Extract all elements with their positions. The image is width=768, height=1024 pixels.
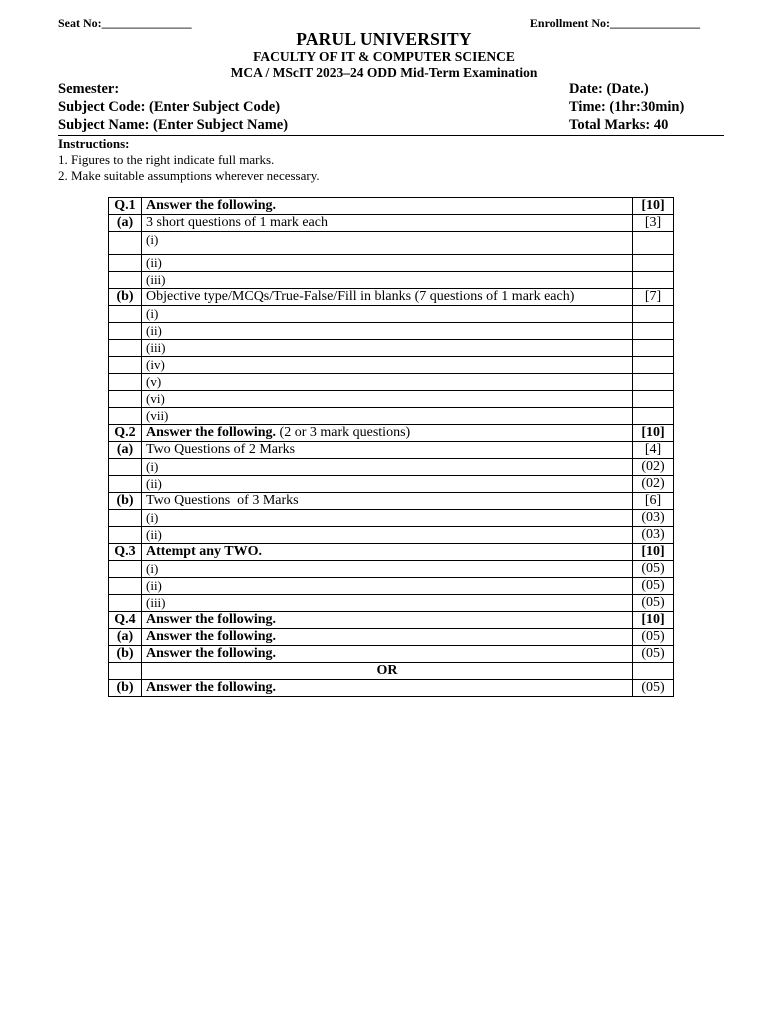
empty-cell (633, 272, 674, 289)
empty-cell (109, 232, 142, 255)
empty-cell (633, 663, 674, 680)
empty-cell (109, 663, 142, 680)
empty-cell (109, 595, 142, 612)
subquestion-marks: (05) (633, 629, 674, 646)
subquestion-marks: (05) (633, 646, 674, 663)
table-row (109, 232, 674, 255)
table-row (109, 612, 674, 629)
table-row (109, 357, 674, 374)
table-row (109, 442, 674, 459)
item-marks: (03) (633, 510, 674, 527)
item-marks: (03) (633, 527, 674, 544)
time-label: Time: (1hr:30min) (569, 99, 685, 115)
instruction-item: 1. Figures to the right indicate full marks. (58, 152, 275, 167)
empty-cell (633, 323, 674, 340)
item-label: (ii) (142, 527, 633, 544)
subquestion-number: (a) (109, 629, 142, 646)
item-label: (i) (142, 561, 633, 578)
item-label: (ii) (142, 578, 633, 595)
empty-cell (633, 306, 674, 323)
table-row (109, 374, 674, 391)
item-label: (iv) (142, 357, 633, 374)
subject-name-label: Subject Name: (Enter Subject Name) (58, 117, 289, 133)
subquestion-text: Answer the following. (142, 646, 633, 663)
empty-cell (633, 340, 674, 357)
table-row (109, 272, 674, 289)
empty-cell (109, 476, 142, 493)
item-label: (i) (142, 510, 633, 527)
question-marks: [10] (633, 198, 674, 215)
table-row (109, 323, 674, 340)
empty-cell (633, 408, 674, 425)
subquestion-marks: [6] (633, 493, 674, 510)
empty-cell (633, 255, 674, 272)
question-number: Q.1 (109, 198, 142, 215)
empty-cell (109, 357, 142, 374)
item-marks: (02) (633, 476, 674, 493)
table-row (109, 544, 674, 561)
question-title (142, 425, 633, 442)
subquestion-number: (a) (109, 442, 142, 459)
faculty-title: FACULTY OF IT & COMPUTER SCIENCE (253, 49, 515, 64)
table-row (109, 198, 674, 215)
item-label: (ii) (142, 323, 633, 340)
semester-label: Semester: (58, 81, 120, 97)
table-row (109, 646, 674, 663)
item-label: (vii) (142, 408, 633, 425)
item-label: (i) (142, 459, 633, 476)
subquestion-marks: [7] (633, 289, 674, 306)
subquestion-text: Two Questions of 3 Marks (142, 493, 633, 510)
empty-cell (109, 255, 142, 272)
question-marks: [10] (633, 612, 674, 629)
item-marks: (02) (633, 459, 674, 476)
empty-cell (633, 357, 674, 374)
table-row (109, 476, 674, 493)
total-marks-label: Total Marks: 40 (569, 117, 669, 133)
question-title-text: Answer the following. (146, 425, 277, 440)
subquestion-marks: [4] (633, 442, 674, 459)
exam-title: MCA / MScIT 2023–24 ODD Mid-Term Examination (230, 65, 538, 80)
item-marks: (05) (633, 595, 674, 612)
subquestion-text: Two Questions of 2 Marks (142, 442, 633, 459)
subquestion-number: (b) (109, 289, 142, 306)
item-label: (ii) (142, 255, 633, 272)
empty-cell (109, 391, 142, 408)
table-row (109, 510, 674, 527)
question-marks: [10] (633, 425, 674, 442)
meta-left (58, 80, 288, 134)
empty-cell (633, 232, 674, 255)
item-label: (i) (142, 306, 633, 323)
university-title: PARUL UNIVERSITY (296, 29, 472, 49)
table-row (109, 289, 674, 306)
empty-cell (633, 374, 674, 391)
empty-cell (109, 527, 142, 544)
empty-cell (109, 459, 142, 476)
instructions (58, 136, 320, 184)
subquestion-text: Answer the following. (142, 629, 633, 646)
table-row (109, 578, 674, 595)
seat-number-label: Seat No:_______________ (58, 16, 192, 30)
instruction-item: 2. Make suitable assumptions wherever necessary. (58, 168, 320, 183)
table-row (109, 663, 674, 680)
empty-cell (109, 578, 142, 595)
item-label: (iii) (142, 340, 633, 357)
subquestion-number: (b) (109, 646, 142, 663)
subquestion-text: Answer the following. (142, 680, 633, 697)
table-row (109, 306, 674, 323)
empty-cell (109, 510, 142, 527)
empty-cell (109, 306, 142, 323)
empty-cell (109, 561, 142, 578)
meta-right (569, 80, 684, 134)
empty-cell (109, 272, 142, 289)
table-row (109, 408, 674, 425)
table-row (109, 595, 674, 612)
table-row (109, 561, 674, 578)
question-number: Q.4 (109, 612, 142, 629)
table-row (109, 391, 674, 408)
question-title-extra: (2 or 3 mark questions) (279, 425, 411, 440)
question-title: Answer the following. (142, 198, 633, 215)
table-row (109, 340, 674, 357)
subquestion-number: (b) (109, 493, 142, 510)
item-label: (ii) (142, 476, 633, 493)
enrollment-number-label: Enrollment No:_______________ (529, 16, 700, 30)
question-number: Q.3 (109, 544, 142, 561)
subquestion-text: 3 short questions of 1 mark each (142, 215, 633, 232)
table-row (109, 215, 674, 232)
empty-cell (109, 374, 142, 391)
subquestion-marks: (05) (633, 680, 674, 697)
item-label: (iii) (142, 272, 633, 289)
item-label: (v) (142, 374, 633, 391)
subquestion-marks: [3] (633, 215, 674, 232)
instructions-heading: Instructions: (58, 136, 130, 151)
item-label: (i) (142, 232, 633, 255)
question-title: Attempt any TWO. (142, 544, 633, 561)
item-label: (iii) (142, 595, 633, 612)
date-label: Date: (Date.) (569, 81, 649, 97)
question-marks: [10] (633, 544, 674, 561)
empty-cell (109, 408, 142, 425)
table-row (109, 629, 674, 646)
empty-cell (109, 323, 142, 340)
subquestion-number: (b) (109, 680, 142, 697)
question-table (108, 197, 674, 697)
table-row (109, 255, 674, 272)
subquestion-number: (a) (109, 215, 142, 232)
item-marks: (05) (633, 561, 674, 578)
table-row (109, 680, 674, 697)
table-row (109, 459, 674, 476)
question-number: Q.2 (109, 425, 142, 442)
empty-cell (633, 391, 674, 408)
question-title: Answer the following. (142, 612, 633, 629)
empty-cell (109, 340, 142, 357)
or-separator: OR (142, 663, 633, 680)
table-row (109, 493, 674, 510)
table-row (109, 527, 674, 544)
subquestion-text: Objective type/MCQs/True-False/Fill in blanks (7 questions of 1 mark each) (142, 289, 633, 306)
item-label: (vi) (142, 391, 633, 408)
subject-code-label: Subject Code: (Enter Subject Code) (58, 99, 281, 115)
table-row (109, 425, 674, 442)
item-marks: (05) (633, 578, 674, 595)
